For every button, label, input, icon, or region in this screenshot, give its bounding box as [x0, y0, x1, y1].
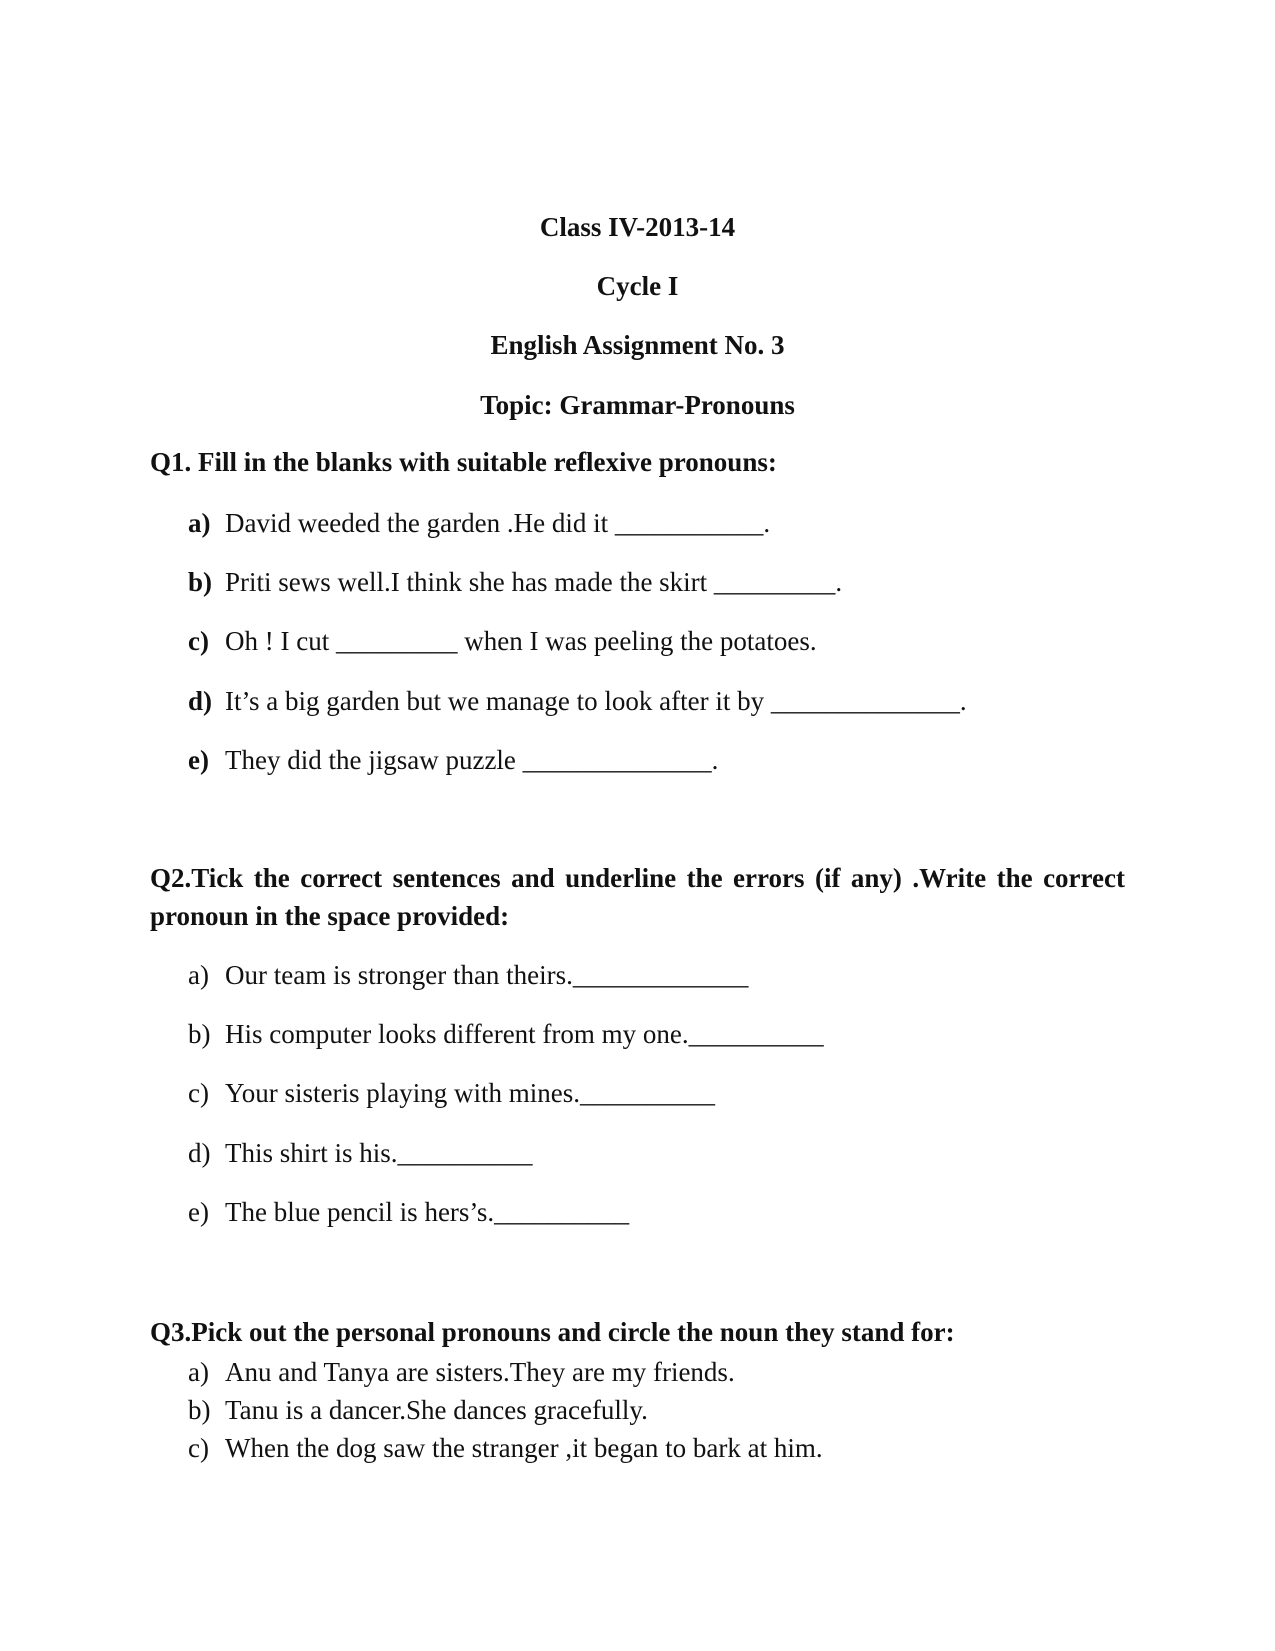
- q1-item-label: d): [188, 686, 213, 716]
- class-heading: Class IV-2013-14: [539, 212, 736, 242]
- q1-item-text: Priti sews well.I think she has made the skirt _________.: [225, 567, 843, 597]
- q3-item-text: Anu and Tanya are sisters.They are my friends.: [225, 1357, 735, 1387]
- q3-item-text: When the dog saw the stranger ,it began to bark at him.: [225, 1433, 823, 1463]
- q1-item-label: e): [188, 745, 209, 775]
- q2-item-label: b): [188, 1019, 211, 1049]
- q2-item-label: c): [188, 1078, 209, 1108]
- assignment-heading: English Assignment No. 3: [490, 330, 785, 360]
- q2-item-text: Your sisteris playing with mines.__________: [225, 1078, 716, 1108]
- q2-item-label: a): [188, 960, 209, 990]
- q1-item-a: [188, 507, 1148, 539]
- q1-item-text: Oh ! I cut _________ when I was peeling the potatoes.: [225, 626, 817, 656]
- q1-item-text: David weeded the garden .He did it ___________.: [225, 508, 771, 538]
- q1-item-d: [188, 685, 1148, 717]
- q2-item-label: d): [188, 1138, 211, 1168]
- q2-item-a: [188, 959, 1148, 991]
- q2-item-text: Our team is stronger than theirs._____________: [225, 960, 749, 990]
- q1-item-b: [188, 566, 1148, 598]
- q3-item-b: [188, 1394, 1148, 1426]
- q1-title: Q1. Fill in the blanks with suitable reflexive pronouns:: [150, 447, 777, 477]
- q3-item-label: c): [188, 1433, 209, 1463]
- q2-item-b: [188, 1018, 1148, 1050]
- q2-item-text: This shirt is his.__________: [225, 1138, 533, 1168]
- q3-item-label: b): [188, 1395, 211, 1425]
- q1-item-label: b): [188, 567, 213, 597]
- q2-item-text: The blue pencil is hers’s.__________: [225, 1197, 630, 1227]
- q2-item-text: His computer looks different from my one.__________: [225, 1019, 824, 1049]
- q2-item-d: [188, 1137, 1148, 1169]
- q2-item-c: [188, 1077, 1148, 1109]
- q1-item-e: [188, 744, 1148, 776]
- q2-title: Q2.Tick the correct sentences and underline the errors (if any) .Write the correct pronoun in the space provided:: [150, 863, 1125, 931]
- q3-item-text: Tanu is a dancer.She dances gracefully.: [225, 1395, 648, 1425]
- q1-item-label: a): [188, 508, 211, 538]
- q1-item-text: They did the jigsaw puzzle ______________.: [225, 745, 719, 775]
- q1-item-label: c): [188, 626, 209, 656]
- topic-heading: Topic: Grammar-Pronouns: [480, 390, 795, 420]
- q3-item-label: a): [188, 1357, 209, 1387]
- q2-item-label: e): [188, 1197, 209, 1227]
- q2-item-e: [188, 1196, 1148, 1228]
- q3-title: Q3.Pick out the personal pronouns and circle the noun they stand for:: [150, 1317, 955, 1347]
- q3-item-c: [188, 1432, 1148, 1464]
- q1-item-c: [188, 625, 1148, 657]
- cycle-heading: Cycle I: [596, 271, 679, 301]
- q3-item-a: [188, 1356, 1148, 1388]
- q1-item-text: It’s a big garden but we manage to look after it by ______________.: [225, 686, 967, 716]
